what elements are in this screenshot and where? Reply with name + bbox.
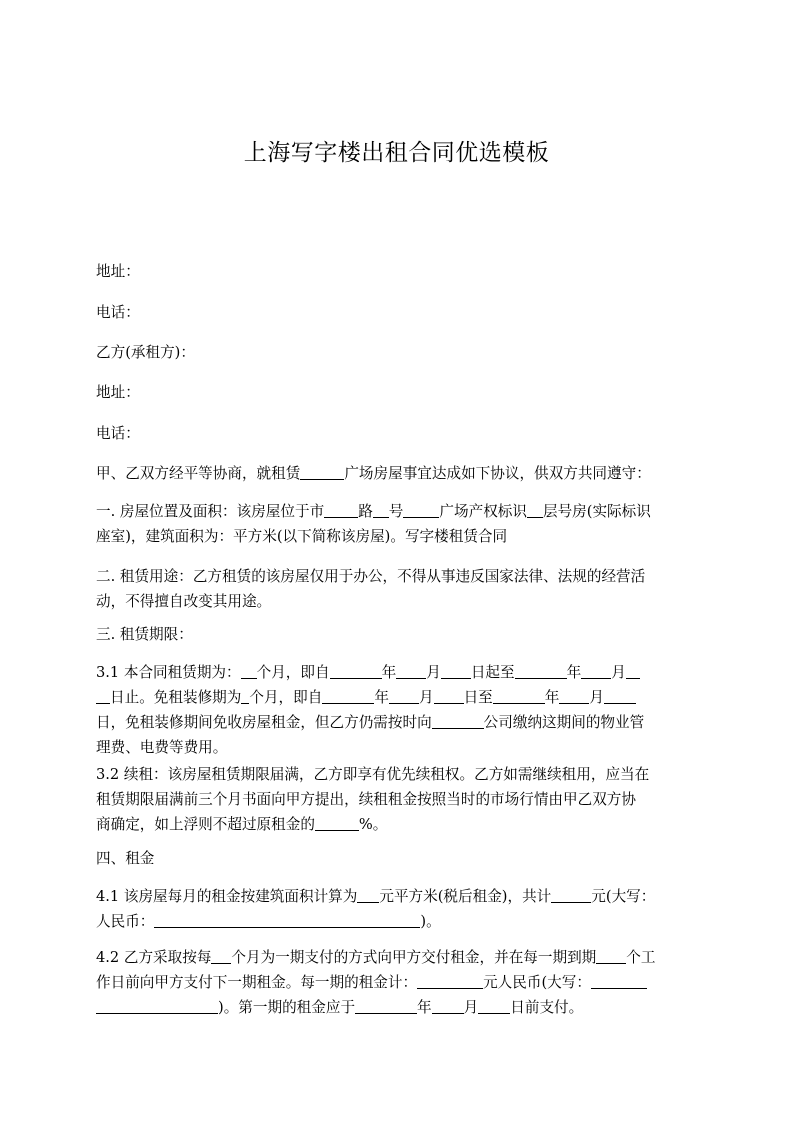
blank-field (432, 714, 484, 729)
blank-field (581, 664, 611, 679)
paragraph-line: 租赁期限届满前三个月书面向甲方提出，续租租金按照当时的市场行情由甲乙双方协 (96, 791, 636, 808)
clause-text: 日至 (463, 689, 493, 706)
section-2-paragraph (96, 564, 698, 614)
clause-text: 号 (388, 503, 404, 520)
blank-field (330, 664, 382, 679)
paragraph-line: 理费、电费等费用。 (96, 739, 228, 756)
paragraph-line (96, 812, 698, 837)
party-b-address-label: 地址： (96, 384, 140, 401)
blank-field (324, 503, 358, 518)
clause-text: )。第一期的租金应于 (218, 999, 356, 1016)
paragraph-line: 座室)，建筑面积为：平方米(以下简称该房屋)。写字楼租赁合同 (96, 528, 508, 545)
party-a-phone-label: 电话： (96, 304, 140, 321)
clause-text: 广场产权标识 (439, 503, 527, 520)
blank-field (559, 689, 589, 704)
clause-text: 4.1 该房屋每月的租金按建筑面积计算为 (96, 888, 358, 905)
blank-field (154, 913, 420, 928)
paragraph-line (96, 660, 698, 685)
intro-text: 广场房屋事宜达成如下协议，供双方共同遵守： (344, 465, 651, 482)
intro-paragraph (96, 464, 704, 484)
blank-field (357, 888, 379, 903)
clause-text: 公司缴纳这期间的物业管 (483, 714, 645, 731)
paragraph-line (96, 909, 698, 934)
party-b-phone-label: 电话： (96, 425, 140, 442)
clause-text: 日前支付。 (510, 999, 584, 1016)
party-a-address-label: 地址： (96, 263, 140, 280)
blank-field (626, 664, 640, 679)
clause-text: 个工 (626, 949, 656, 966)
paragraph-line: 二. 租赁用途：乙方租赁的该房屋仅用于办公，不得从事违反国家法律、法规的经营活 (96, 568, 646, 585)
blank-field (596, 949, 626, 964)
paragraph-line: 3.2 续租：该房屋租赁期限届满，乙方即享有优先续租权。乙方如需继续租用，应当在 (96, 766, 650, 783)
blank-field (478, 999, 510, 1014)
section-1-paragraph (96, 499, 698, 549)
blank-field (604, 689, 636, 704)
clause-text: 4.2 乙方采取按每 (96, 949, 212, 966)
blank-field (373, 503, 389, 518)
clause-4-2-paragraph (96, 945, 698, 1020)
clause-text: 月 (463, 999, 479, 1016)
blank-field (389, 689, 419, 704)
paragraph-line (96, 884, 698, 909)
paragraph-line (96, 995, 698, 1020)
clause-text: 月 (418, 689, 434, 706)
clause-text: )。 (420, 913, 441, 930)
clause-text: 个月为一期支付的方式向甲方交付租金，并在每一期到期 (231, 949, 597, 966)
party-b-label: 乙方(承租方)： (96, 344, 195, 361)
intro-text: 甲、乙双方经平等协商，就租赁 (96, 465, 301, 482)
paragraph-line (96, 945, 698, 970)
blank-field (434, 689, 464, 704)
blank-field (96, 999, 218, 1014)
blank-field (441, 664, 471, 679)
paragraph-line (96, 710, 698, 735)
clause-text: 一. 房屋位置及面积：该房屋位于市 (96, 503, 325, 520)
clause-text: 元平方米(税后租金)，共计 (379, 888, 552, 905)
clause-text: 3.1 本合同租赁期为： (96, 664, 241, 681)
clause-text: 人民币： (96, 913, 155, 930)
clause-text: 日起至 (470, 664, 515, 681)
blank-field (551, 888, 591, 903)
blank-field (527, 503, 543, 518)
blank-field (515, 664, 567, 679)
clause-4-1-paragraph (96, 884, 698, 934)
clause-text: 商确定，如上浮则不超过原租金的 (96, 816, 315, 833)
paragraph-line: 动，不得擅自改变其用途。 (96, 593, 272, 610)
clause-text: 个月，即自 (249, 689, 323, 706)
clause-text: 年 (417, 999, 432, 1016)
clause-text: 月 (426, 664, 441, 681)
clause-text: 年 (374, 689, 389, 706)
clause-text: 元人民币(大写： (483, 974, 591, 991)
blank-field (355, 999, 417, 1014)
clause-3-1-paragraph (96, 660, 698, 760)
blank-field (241, 664, 257, 679)
clause-text: 年 (566, 664, 582, 681)
clause-text: 层号房(实际标识 (542, 503, 651, 520)
clause-text: 个月，即自 (256, 664, 330, 681)
blank-field (432, 999, 464, 1014)
blank-field (315, 816, 359, 831)
section-4-heading: 四、租金 (96, 850, 155, 867)
blank-field (300, 465, 344, 480)
document-title: 上海写字楼出租合同优选模板 (243, 140, 550, 166)
clause-text: 日，免租装修期间免收房屋租金，但乙方仍需按时向 (96, 714, 432, 731)
paragraph-line (96, 499, 698, 524)
clause-text: 元(大写： (591, 888, 656, 905)
clause-text: 年 (381, 664, 397, 681)
paragraph-line (96, 685, 698, 710)
clause-text: 月 (611, 664, 626, 681)
clause-text: 作日前向甲方支付下一期租金。每一期的租金计： (96, 974, 418, 991)
blank-field (96, 689, 110, 704)
blank-field (322, 689, 374, 704)
blank-field (417, 974, 483, 989)
blank-field (396, 664, 426, 679)
blank-field (591, 974, 647, 989)
clause-text: 月 (589, 689, 604, 706)
blank-field (403, 503, 439, 518)
clause-text: 年 (544, 689, 560, 706)
section-3-heading: 三. 租赁期限： (96, 626, 193, 643)
blank-field (211, 949, 231, 964)
clause-text: 路 (358, 503, 373, 520)
clause-text: %。 (358, 816, 388, 833)
paragraph-line (96, 970, 698, 995)
blank-field (493, 689, 545, 704)
clause-text: 日止。免租装修期为 (110, 689, 242, 706)
clause-3-2-paragraph (96, 762, 698, 837)
